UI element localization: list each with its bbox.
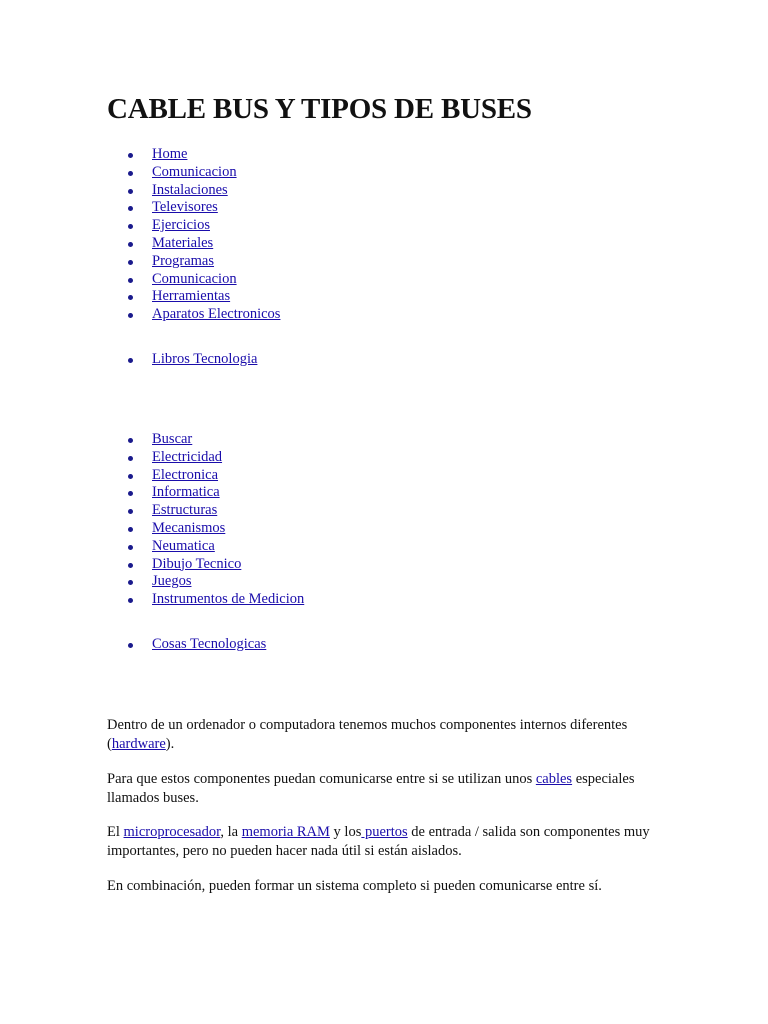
menu-item bbox=[107, 636, 304, 706]
menu-link-estructuras[interactable]: Estructuras bbox=[152, 502, 218, 519]
menu-item bbox=[107, 253, 280, 271]
paragraph-text: especiales llamados buses. bbox=[107, 771, 635, 806]
paragraph-components bbox=[107, 823, 667, 860]
menu-link-aparatos-electronicos[interactable]: Aparatos Electronicos bbox=[152, 306, 281, 323]
menu-item bbox=[107, 217, 280, 235]
nav-menu-secondary bbox=[107, 431, 304, 706]
link-memoria-ram[interactable]: memoria RAM bbox=[241, 824, 330, 840]
menu-item bbox=[107, 591, 304, 609]
menu-item bbox=[107, 306, 280, 324]
menu-item bbox=[107, 146, 280, 164]
menu-link-buscar[interactable]: Buscar bbox=[152, 431, 193, 447]
menu-item bbox=[107, 520, 304, 538]
paragraph-text: , la bbox=[220, 824, 242, 840]
menu-item bbox=[107, 449, 304, 467]
paragraph-combination: En combinación, pueden formar un sistema completo si pueden comunicarse entre sí. bbox=[107, 878, 602, 894]
page-title: CABLE BUS Y TIPOS DE BUSES bbox=[107, 93, 532, 125]
link-cables[interactable]: cables bbox=[535, 771, 573, 787]
menu-link-home[interactable]: Home bbox=[152, 146, 188, 162]
menu-link-dibujo-tecnico[interactable]: Dibujo Tecnico bbox=[152, 555, 242, 572]
menu-item bbox=[107, 573, 304, 591]
menu-link-neumatica[interactable]: Neumatica bbox=[152, 537, 215, 554]
menu-link-instrumentos-de-medicion[interactable]: Instrumentos de Medicion bbox=[152, 591, 305, 608]
menu-item bbox=[107, 431, 304, 449]
menu-item bbox=[107, 271, 280, 289]
menu-link-comunicacion-2[interactable]: Comunicacion bbox=[152, 270, 237, 287]
paragraph-text: Dentro de un ordenador o computadora tenemos muchos componentes internos diferentes ( bbox=[107, 717, 628, 752]
nav-menu-primary bbox=[107, 146, 280, 421]
paragraph-cables bbox=[107, 770, 667, 807]
menu-link-libros-tecnologia[interactable]: Libros Tecnologia bbox=[152, 350, 258, 367]
menu-item bbox=[107, 288, 280, 306]
menu-link-televisores[interactable]: Televisores bbox=[152, 199, 218, 216]
paragraph-text: Para que estos componentes puedan comunicarse entre si se utilizan unos bbox=[107, 771, 536, 787]
menu-item bbox=[107, 484, 304, 502]
link-puertos[interactable]: puertos bbox=[361, 824, 408, 840]
paragraph-text: El bbox=[107, 824, 124, 840]
menu-item bbox=[107, 467, 304, 485]
paragraph-hardware bbox=[107, 716, 667, 753]
menu-item bbox=[107, 502, 304, 520]
menu-link-comunicacion[interactable]: Comunicacion bbox=[152, 163, 237, 180]
link-microprocesador[interactable]: microprocesador bbox=[123, 824, 221, 840]
menu-item bbox=[107, 164, 280, 182]
link-hardware[interactable]: hardware bbox=[111, 735, 166, 752]
menu-item bbox=[107, 235, 280, 253]
menu-link-instalaciones[interactable]: Instalaciones bbox=[152, 181, 228, 198]
paragraph-text: y los bbox=[329, 824, 362, 840]
menu-link-programas[interactable]: Programas bbox=[152, 252, 215, 269]
menu-link-cosas-tecnologicas[interactable]: Cosas Tecnologicas bbox=[152, 635, 267, 652]
menu-link-electronica[interactable]: Electronica bbox=[152, 466, 219, 483]
menu-item bbox=[107, 182, 280, 200]
menu-item bbox=[107, 199, 280, 217]
menu-link-ejercicios[interactable]: Ejercicios bbox=[152, 217, 210, 234]
paragraph-text: ). bbox=[165, 735, 175, 752]
menu-link-mecanismos[interactable]: Mecanismos bbox=[152, 519, 226, 536]
menu-item bbox=[107, 538, 304, 556]
menu-item bbox=[107, 351, 280, 421]
paragraph-text: de entrada / salida son componentes muy importantes, pero no pueden hacer nada útil si están aislados. bbox=[107, 824, 650, 859]
menu-link-electricidad[interactable]: Electricidad bbox=[152, 448, 223, 465]
menu-link-informatica[interactable]: Informatica bbox=[152, 484, 220, 501]
menu-link-juegos[interactable]: Juegos bbox=[152, 573, 192, 590]
menu-item bbox=[107, 556, 304, 574]
menu-link-materiales[interactable]: Materiales bbox=[152, 234, 214, 251]
menu-link-herramientas[interactable]: Herramientas bbox=[152, 288, 231, 305]
